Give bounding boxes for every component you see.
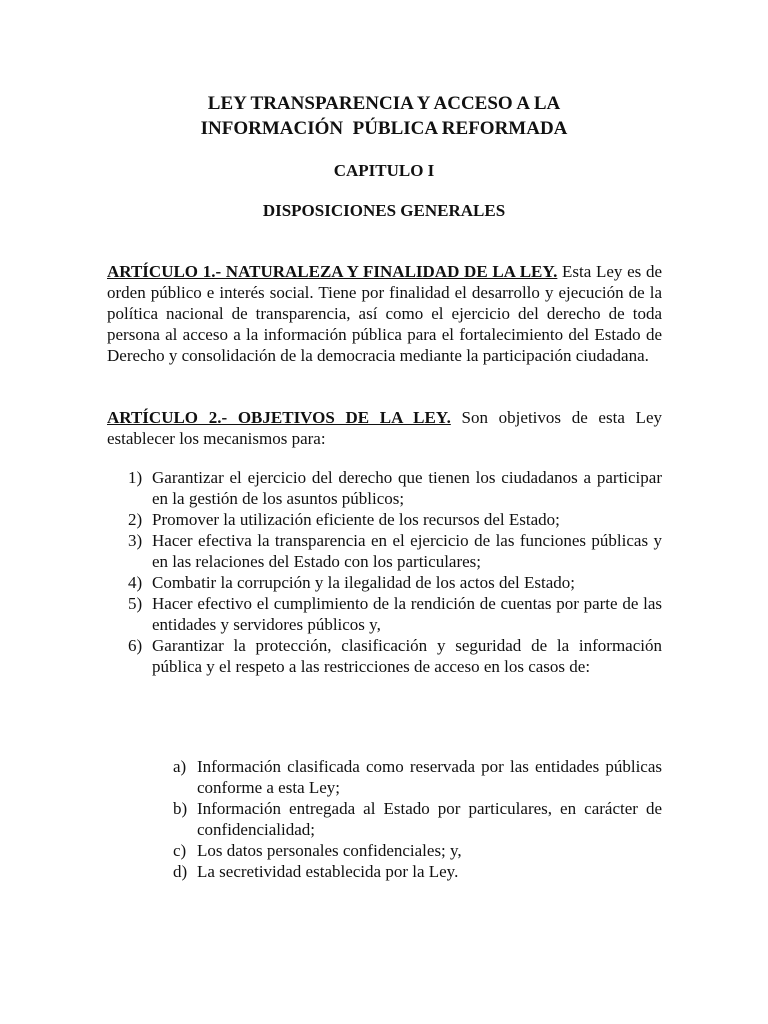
document-title	[0, 91, 768, 141]
list-item	[128, 509, 662, 530]
article-2-paragraph	[107, 407, 662, 449]
sublist-item	[173, 861, 662, 882]
list-item-text: Hacer efectiva la transparencia en el ejercicio de las funciones públicas y en las relaciones del Estado con los particulares;	[152, 531, 662, 571]
sublist-item-letter: d)	[173, 862, 188, 881]
list-item	[128, 635, 662, 677]
sublist-item-text: Información clasificada como reservada por las entidades públicas conforme a esta Ley;	[197, 757, 662, 797]
list-item	[128, 572, 662, 593]
article-2-text: Son objetivos de esta Ley establecer los mecanismos para:	[107, 408, 662, 448]
sublist-item-letter: c)	[173, 841, 187, 860]
list-item-number: 6)	[128, 636, 143, 655]
list-item	[128, 530, 662, 572]
sublist-item-text: Los datos personales confidenciales; y,	[197, 841, 462, 860]
chapter-heading: CAPITULO I	[333, 161, 435, 180]
objectives-list	[128, 467, 662, 677]
restrictions-sublist	[173, 756, 662, 882]
sublist-item-text: Información entregada al Estado por particulares, en carácter de confidencialidad;	[197, 799, 662, 839]
list-item-text: Promover la utilización eficiente de los recursos del Estado;	[152, 510, 560, 529]
sublist-item	[173, 798, 662, 840]
list-item-text: Garantizar la protección, clasificación y seguridad de la información pública y el respeto a las restricciones de acceso en los casos de:	[152, 636, 662, 676]
list-item-number: 2)	[128, 510, 143, 529]
sublist-item	[173, 756, 662, 798]
list-item-text: Garantizar el ejercicio del derecho que tienen los ciudadanos a participar en la gestión de los asuntos públicos;	[152, 468, 662, 508]
article-1-heading: ARTÍCULO 1.- NATURALEZA Y FINALIDAD DE LA LEY.	[107, 262, 558, 281]
list-item-number: 4)	[128, 573, 143, 592]
sublist-item	[173, 840, 662, 861]
list-item-number: 1)	[128, 468, 143, 487]
title-line-2: INFORMACIÓN PÚBLICA REFORMADA	[200, 118, 568, 139]
sublist-item-text: La secretividad establecida por la Ley.	[197, 862, 459, 881]
list-item-text: Combatir la corrupción y la ilegalidad de los actos del Estado;	[152, 573, 575, 592]
section-heading: DISPOSICIONES GENERALES	[262, 201, 506, 220]
article-1-text: Esta Ley es de orden público e interés social. Tiene por finalidad el desarrollo y ejecución de la política nacional de transparencia, así como el ejercicio del derecho de toda persona al acceso a la información pública para el fortalecimiento del Estado de Derecho y consolidación de la democracia mediante la participación ciudadana.	[107, 262, 663, 365]
sublist-item-letter: b)	[173, 799, 188, 818]
list-item	[128, 467, 662, 509]
article-2-heading: ARTÍCULO 2.- OBJETIVOS DE LA LEY.	[107, 408, 451, 427]
title-line-1: LEY TRANSPARENCIA Y ACCESO A LA	[207, 93, 561, 114]
list-item-number: 5)	[128, 594, 143, 613]
list-item-number: 3)	[128, 531, 143, 550]
sublist-item-letter: a)	[173, 757, 187, 776]
article-1-paragraph	[107, 261, 662, 366]
list-item-text: Hacer efectivo el cumplimiento de la rendición de cuentas por parte de las entidades y servidores públicos y,	[152, 594, 662, 634]
list-item	[128, 593, 662, 635]
